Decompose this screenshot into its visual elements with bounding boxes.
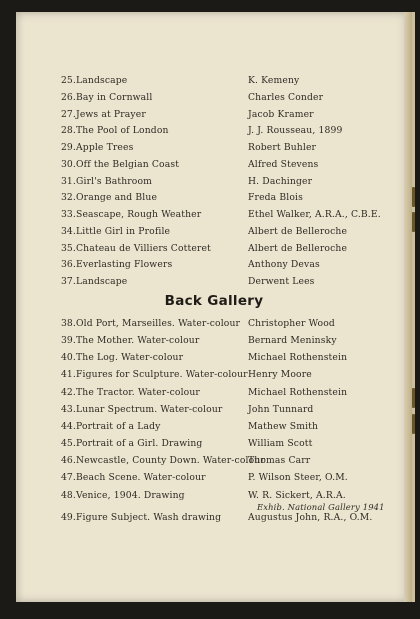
entry-title: Old Port, Marseilles. Water-colour <box>76 318 241 329</box>
entry-number: 40. <box>60 352 76 364</box>
entry-number: 43. <box>60 403 76 415</box>
entry-number: 27. <box>60 108 76 120</box>
entry-artist: W. R. Sickert, A.R.A. <box>248 489 346 501</box>
entry-artist: John Tunnard <box>248 403 314 415</box>
entry-number: 41. <box>60 369 76 381</box>
entry-number: 47. <box>60 472 76 484</box>
binding-clip <box>412 388 415 408</box>
entry-number: 39. <box>60 335 76 347</box>
entry-artist: Thomas Carr <box>248 455 311 467</box>
entry-artist: H. Dachinger <box>248 175 313 187</box>
entry-title: Orange and Blue <box>76 192 158 204</box>
entry-number: 35. <box>60 242 76 254</box>
entry-artist: Bernard Meninsky <box>248 335 337 347</box>
entry-title: The Tractor. Water-colour <box>76 386 200 398</box>
entry-note: Exhib. National Gallery 1941 <box>257 501 385 512</box>
entry-artist: Jacob Kramer <box>248 108 314 120</box>
entry-title: Figure Subject. Wash drawing <box>76 511 222 523</box>
entry-title: Off the Belgian Coast <box>76 158 180 170</box>
entry-artist: Michael Rothenstein <box>248 386 348 398</box>
binding-clip <box>412 187 415 207</box>
entry-artist: Mathew Smith <box>248 420 319 432</box>
entry-artist: Augustus John, R.A., O.M. <box>248 511 373 523</box>
entry-title: Bay in Cornwall <box>76 91 153 103</box>
entry-title: Girl's Bathroom <box>76 175 153 187</box>
catalogue-page <box>16 12 415 602</box>
entry-number: 48. <box>60 489 76 501</box>
entry-title: Landscape <box>76 75 128 86</box>
entry-number: 45. <box>60 438 76 450</box>
entry-number: 44. <box>60 420 76 432</box>
entry-artist: Robert Buhler <box>248 142 317 153</box>
entry-title: Landscape <box>76 276 128 287</box>
entry-title: Beach Scene. Water-colour <box>76 472 206 484</box>
binding-clip <box>412 414 415 434</box>
entry-number: 33. <box>60 209 76 220</box>
entry-number: 25. <box>60 75 76 86</box>
entry-artist: Christopher Wood <box>248 318 335 329</box>
entry-title: Little Girl in Profile <box>76 225 171 237</box>
entry-number: 49. <box>60 511 76 523</box>
entry-artist: Ethel Walker, A.R.A., C.B.E. <box>248 209 381 220</box>
section-heading: Back Gallery <box>164 293 264 309</box>
entry-title: Lunar Spectrum. Water-colour <box>76 403 223 415</box>
entry-title: Seascape, Rough Weather <box>76 209 202 220</box>
entry-title: Newcastle, County Down. Water-colour <box>76 455 265 467</box>
entry-title: Portrait of a Lady <box>76 420 161 432</box>
entry-artist: K. Kemeny <box>248 75 300 86</box>
entry-number: 38. <box>60 318 76 329</box>
entry-title: Apple Trees <box>76 142 134 153</box>
entry-number: 46. <box>60 455 76 467</box>
entry-artist: Anthony Devas <box>248 259 320 271</box>
entry-title: Chateau de Villiers Cotteret <box>76 242 211 254</box>
entry-artist: J. J. Rousseau, 1899 <box>248 125 343 137</box>
entry-title: Figures for Sculpture. Water-colour <box>76 369 248 381</box>
entry-number: 26. <box>60 91 76 103</box>
entry-artist: Albert de Belleroche <box>248 242 348 254</box>
entry-artist: Albert de Belleroche <box>248 225 348 237</box>
entry-number: 32. <box>60 192 76 204</box>
entry-number: 29. <box>60 142 76 153</box>
binding-clip <box>412 212 415 232</box>
entry-number: 34. <box>60 225 76 237</box>
entry-artist: Freda Blois <box>248 192 304 204</box>
entry-number: 42. <box>60 386 76 398</box>
entry-number: 30. <box>60 158 76 170</box>
entry-artist: Derwent Lees <box>248 276 315 287</box>
entry-artist: William Scott <box>248 438 313 450</box>
entry-title: The Pool of London <box>76 125 169 137</box>
entry-number: 28. <box>60 125 76 137</box>
entry-number: 31. <box>60 175 76 187</box>
entry-title: Portrait of a Girl. Drawing <box>76 438 203 450</box>
entry-number: 36. <box>60 259 76 271</box>
entry-title: Everlasting Flowers <box>76 259 173 271</box>
entry-title: The Mother. Water-colour <box>76 335 200 347</box>
entry-number: 37. <box>60 276 76 287</box>
entry-artist: Alfred Stevens <box>248 158 319 170</box>
entry-title: The Log. Water-colour <box>76 352 184 364</box>
entry-artist: Charles Conder <box>248 91 324 103</box>
entry-title: Venice, 1904. Drawing <box>76 489 185 501</box>
entry-artist: Henry Moore <box>248 369 312 381</box>
entry-artist: Michael Rothenstein <box>248 352 348 364</box>
entry-artist: P. Wilson Steer, O.M. <box>248 472 348 484</box>
entry-title: Jews at Prayer <box>76 108 146 120</box>
